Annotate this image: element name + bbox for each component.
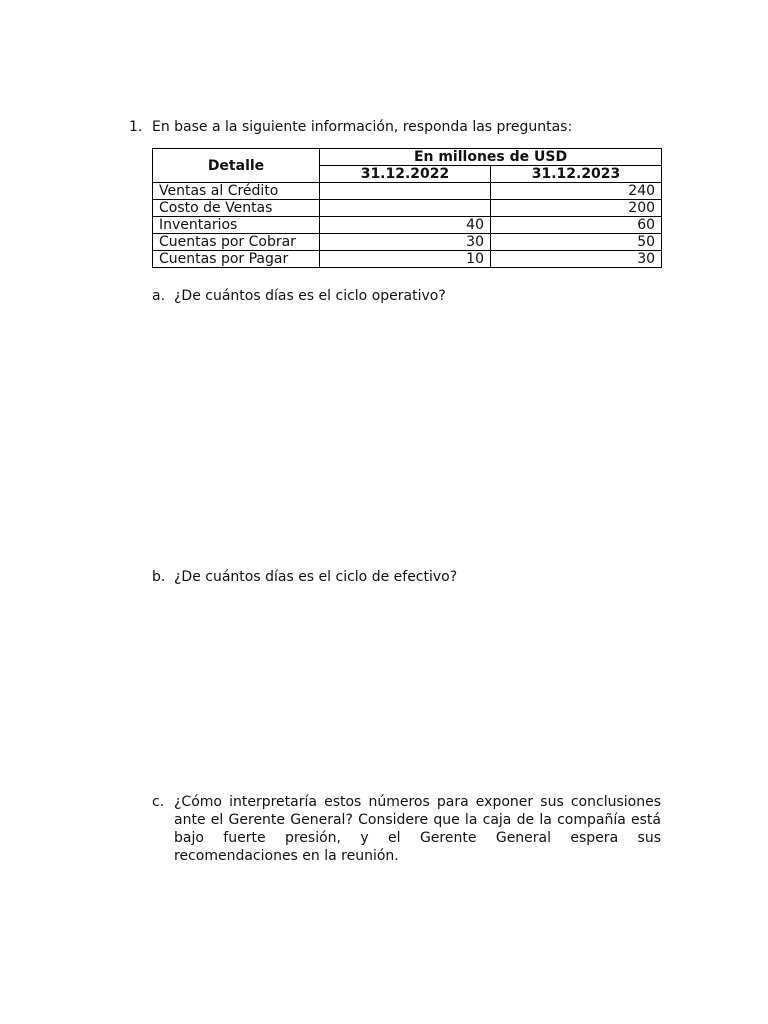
financial-table [152,148,662,268]
row-label: Costo de Ventas [153,200,320,217]
subquestion-a [152,287,661,305]
table-row [153,217,662,234]
header-year-2023: 31.12.2023 [491,166,662,183]
cell-2022 [320,200,491,217]
table-header-row [153,149,662,166]
table-row [153,234,662,251]
header-detalle: Detalle [153,149,320,183]
cell-2022: 30 [320,234,491,251]
cell-2023: 30 [491,251,662,268]
cell-2023: 60 [491,217,662,234]
table-row [153,183,662,200]
cell-2023: 200 [491,200,662,217]
cell-2023: 240 [491,183,662,200]
table-row [153,251,662,268]
cell-2022 [320,183,491,200]
subquestion-letter: a. [152,288,166,304]
row-label: Ventas al Crédito [153,183,320,200]
cell-2022: 10 [320,251,491,268]
header-year-2022: 31.12.2022 [320,166,491,183]
question-1 [129,119,572,136]
cell-2023: 50 [491,234,662,251]
subquestion-b [152,568,661,586]
subquestion-text: ¿De cuántos días es el ciclo de efectivo? [174,569,458,585]
row-label: Cuentas por Pagar [153,251,320,268]
row-label: Cuentas por Cobrar [153,234,320,251]
subquestion-c [152,793,661,865]
table-row [153,200,662,217]
row-label: Inventarios [153,217,320,234]
subquestion-letter: b. [152,569,166,585]
cell-2022: 40 [320,217,491,234]
subquestion-text: ¿De cuántos días es el ciclo operativo? [174,288,446,304]
header-group: En millones de USD [320,149,662,166]
subquestion-letter: c. [152,794,165,810]
question-number: 1. [129,119,143,135]
subquestion-text: ¿Cómo interpretaría estos números para exponer sus conclusiones ante el Gerente General? Considere que la caja de la compañía está bajo fuerte presión, y el Gerente General espera sus recomendaciones en la reunión. [174,794,661,864]
question-text: En base a la siguiente información, responda las preguntas: [152,119,573,135]
